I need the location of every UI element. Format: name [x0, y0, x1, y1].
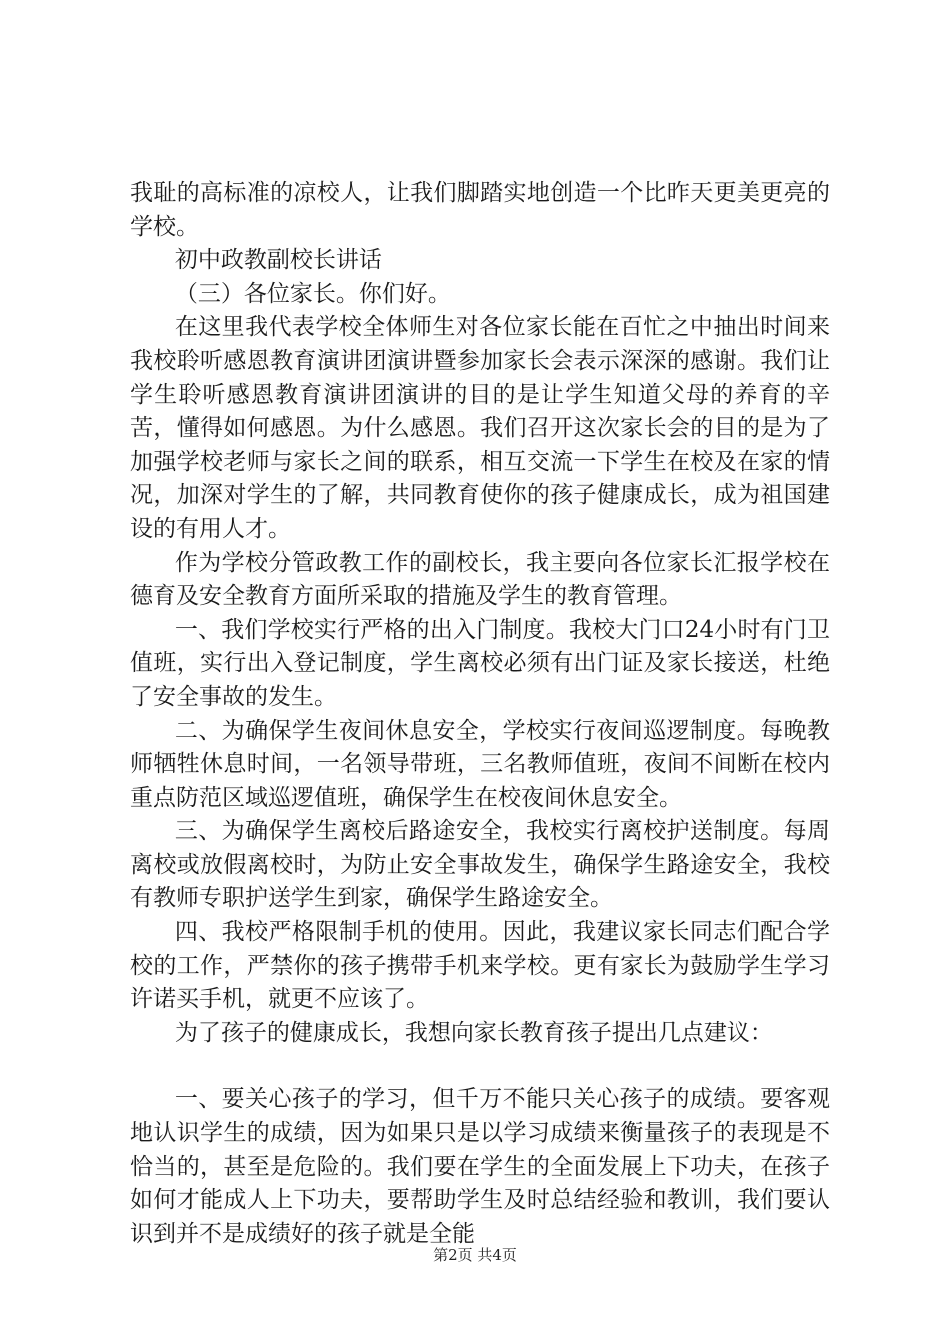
page-number-footer: 第2页 共4页: [433, 1246, 517, 1264]
paragraph-2: 初中政教副校长讲话: [174, 247, 382, 274]
paragraph-8: 三、为确保学生离校后路途安全，我校实行离校护送制度。每周离校或放假离校时，为防止安全事故发生，确保学生路途安全，我校有教师专职护送学生到家，确保学生路途安全。: [130, 818, 830, 912]
paragraph-10: 为了孩子的健康成长，我想向家长教育孩子提出几点建议：: [174, 1019, 773, 1046]
paragraph-6: 一、我们学校实行严格的出入门制度。我校大门口24小时有门卫值班，实行出入登记制度，学生离校必须有出门证及家长接送，杜绝了安全事故的发生。: [130, 616, 830, 710]
document-body: [130, 177, 830, 1251]
paragraph-7: 二、为确保学生夜间休息安全，学校实行夜间巡逻制度。每晚教师牺牲休息时间，一名领导带班，三名教师值班，夜间不间断在校内重点防范区域巡逻值班，确保学生在校夜间休息安全。: [130, 717, 830, 811]
paragraph-9: 四、我校严格限制手机的使用。因此，我建议家长同志们配合学校的工作，严禁你的孩子携带手机来学校。更有家长为鼓励学生学习许诺买手机，就更不应该了。: [130, 919, 830, 1013]
paragraph-4: 在这里我代表学校全体师生对各位家长能在百忙之中抽出时间来我校聆听感恩教育演讲团演讲暨参加家长会表示深深的感谢。我们让学生聆听感恩教育演讲团演讲的目的是让学生知道父母的养育的辛苦，懂得如何感恩。为什么感恩。我们召开这次家长会的目的是为了加强学校老师与家长之间的联系，相互交流一下学生在校及在家的情况，加深对学生的了解，共同教育使你的孩子健康成长，成为祖国建设的有用人才。: [130, 314, 830, 542]
paragraph-11: 一、要关心孩子的学习，但千万不能只关心孩子的成绩。要客观地认识学生的成绩，因为如果只是以学习成绩来衡量孩子的表现是不恰当的，甚至是危险的。我们要在学生的全面发展上下功夫，在孩子如何才能成人上下功夫，要帮助学生及时总结经验和教训，我们要认识到并不是成绩好的孩子就是全能: [130, 1086, 830, 1247]
paragraph-5: 作为学校分管政教工作的副校长，我主要向各位家长汇报学校在德育及安全教育方面所采取的措施及学生的教育管理。: [130, 549, 830, 610]
paragraph-1: 我耻的高标准的凉校人，让我们脚踏实地创造一个比昨天更美更亮的学校。: [130, 180, 830, 240]
paragraph-3: （三）各位家长。你们好。: [174, 280, 451, 307]
